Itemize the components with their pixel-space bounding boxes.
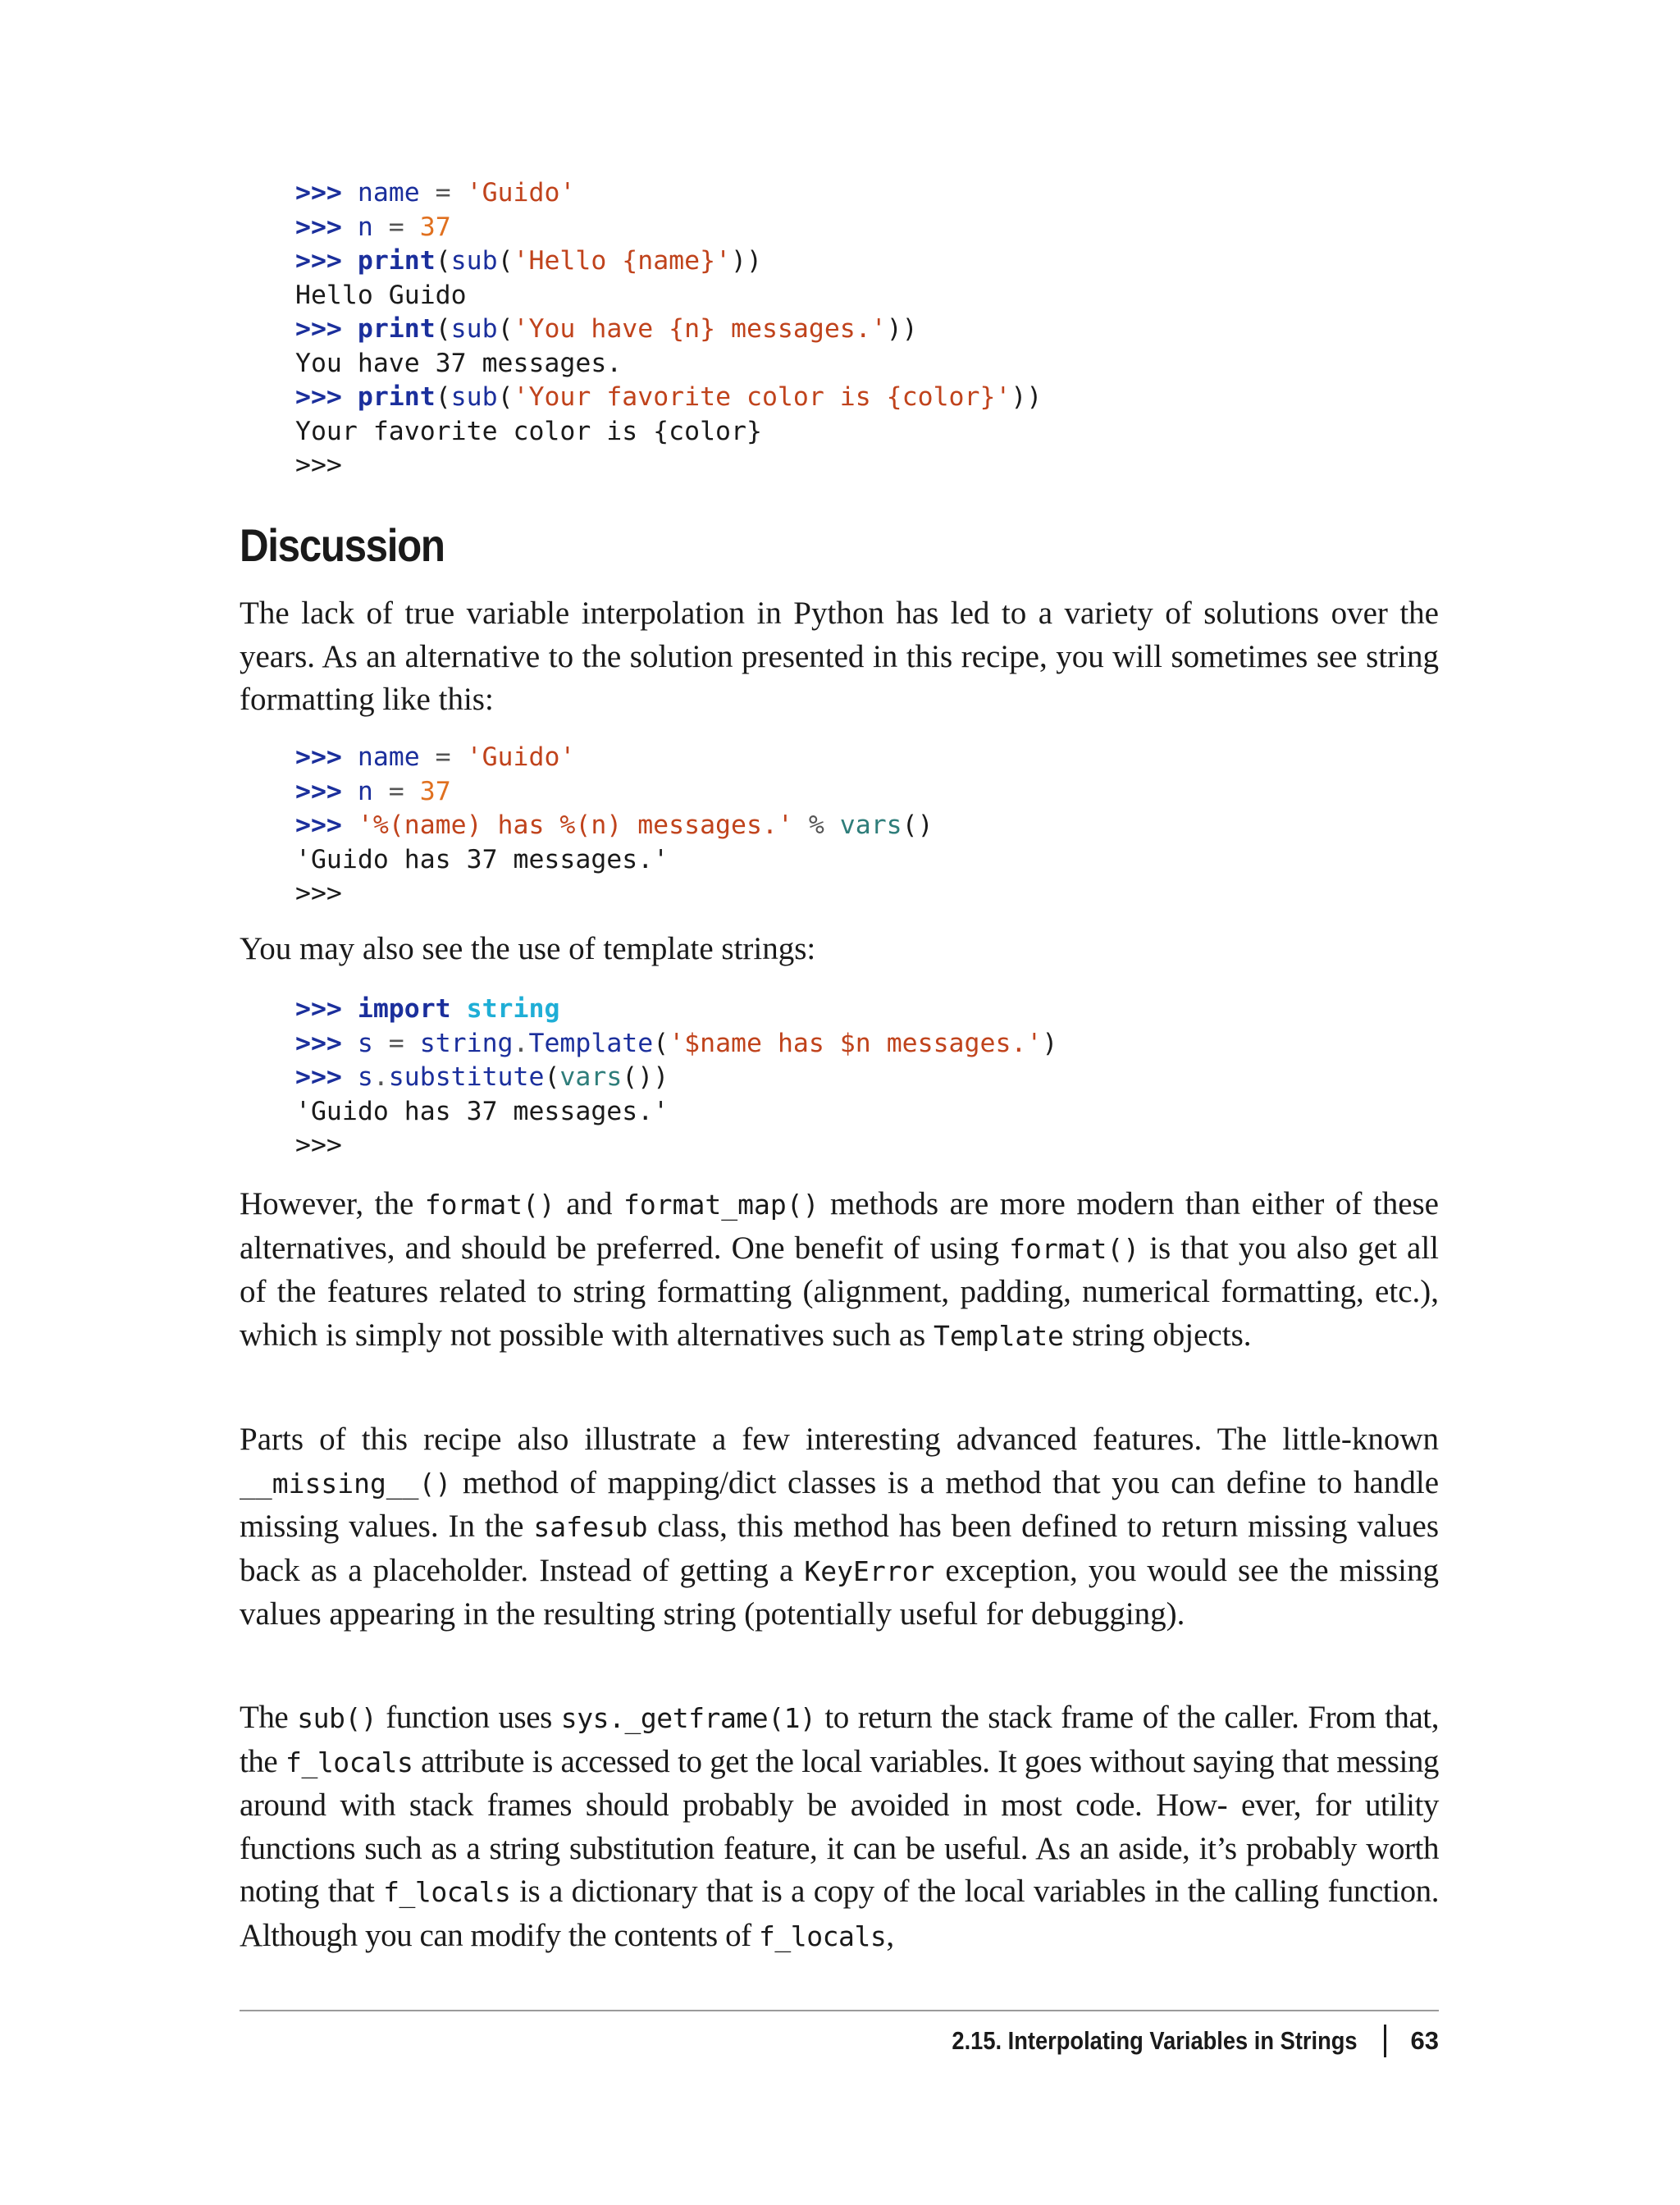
code-token: Your favorite color is {color} — [295, 416, 762, 446]
code-token: >>> — [295, 879, 342, 908]
inline-code: safesub — [533, 1511, 648, 1543]
code-token: Template — [528, 1028, 654, 1058]
code-token: 37 — [419, 212, 451, 242]
code-token: 'You have {n} messages.' — [513, 314, 887, 344]
code-token: ( — [497, 382, 514, 412]
section-heading: Discussion — [240, 519, 445, 571]
code-token: >>> — [295, 1028, 358, 1058]
code-token: sub — [450, 314, 498, 344]
paragraph-template-strings: You may also see the use of template strings: — [240, 931, 816, 966]
running-footer — [897, 2021, 1439, 2061]
code-token: vars — [559, 1062, 623, 1092]
paragraph-missing-method: Parts of this recipe also illustrate a few interesting advanced features. The little-known __missing__() method of mapping/dict classes is a method that you can define to handle missing values. In the safesub class, this method has been defined to return missing values back as a placeholder. Instead of getting a KeyError exception, you would see the missing values appearing in the resulting string (potentially useful for debugging). — [240, 1422, 1439, 1632]
code-line — [295, 176, 1042, 211]
code-token: >>> — [295, 246, 358, 276]
code-token: ) — [1042, 1028, 1058, 1058]
code-token: ( — [435, 382, 451, 412]
code-token: ( — [544, 1062, 560, 1092]
code-token: () — [902, 810, 934, 840]
code-line — [295, 211, 1042, 245]
footer-separator — [1384, 2025, 1386, 2057]
code-token: )) — [731, 246, 762, 276]
code-line — [295, 381, 1042, 415]
code-block-template-strings — [295, 993, 1057, 1163]
code-token: % — [792, 810, 840, 840]
inline-code: sys._getframe(1) — [560, 1702, 816, 1734]
inline-code: __missing__() — [240, 1467, 452, 1500]
code-token: ( — [497, 246, 514, 276]
inline-code: format_map() — [623, 1189, 819, 1221]
inline-code: sub() — [297, 1702, 377, 1734]
code-block-interactive-sub — [295, 176, 1042, 483]
code-line — [295, 279, 1042, 313]
code-token: import — [357, 994, 451, 1024]
code-token: )) — [1011, 382, 1043, 412]
code-line — [295, 809, 934, 843]
code-token: >>> — [295, 1062, 358, 1092]
code-token: . — [513, 1028, 529, 1058]
code-token: = — [419, 742, 467, 772]
inline-code: Template — [933, 1319, 1064, 1352]
code-token: '$name has $n messages.' — [669, 1028, 1043, 1058]
code-token: ( — [653, 1028, 669, 1058]
code-token: ()) — [622, 1062, 669, 1092]
code-token: 'Guido' — [466, 178, 576, 208]
code-token: n — [357, 776, 373, 806]
code-token: s — [357, 1062, 373, 1092]
code-token: n — [357, 212, 373, 242]
code-token: name — [357, 178, 420, 208]
code-token: ( — [435, 314, 451, 344]
code-line — [295, 244, 1042, 279]
code-line — [295, 741, 934, 775]
paragraph-stack-frames: The sub() function uses sys._getframe(1) to return the stack frame of the caller. From that, the f_locals attribute is accessed to get the local variables. It goes without saying that messing around with stack frames should probably be avoided in most code. How‐ ever, for utility functions such as a string substitution feature, it can be useful. As an aside, it’s probably worth noting that f_locals is a dictionary that is a copy of the local variables in the calling function. Although you can modify the contents of f_locals, — [240, 1700, 1439, 1953]
code-token: 37 — [419, 776, 451, 806]
code-token: string — [466, 994, 560, 1024]
paragraph-format-methods: However, the format() and format_map() methods are more modern than either of these alternatives, and should be preferred. One benefit of using format() is that you also get all of the features related to string formatting (alignment, padding, numerical formatting, etc.), which is simply not possible with alternatives such as Template string objects. — [240, 1186, 1439, 1353]
code-token: name — [357, 742, 420, 772]
code-block-percent-formatting — [295, 741, 934, 911]
code-line — [295, 449, 1042, 483]
code-token: = — [372, 776, 420, 806]
inline-code: format() — [424, 1189, 555, 1221]
code-token: >>> — [295, 742, 358, 772]
inline-code: KeyError — [804, 1554, 935, 1587]
code-token: sub — [450, 246, 498, 276]
inline-code: format() — [1009, 1232, 1140, 1265]
code-token: >>> — [295, 810, 358, 840]
code-token: >>> — [295, 314, 358, 344]
code-token: >>> — [295, 450, 342, 480]
code-token: vars — [839, 810, 902, 840]
code-token: >>> — [295, 212, 358, 242]
inline-code: f_locals — [285, 1746, 413, 1778]
code-token: ( — [497, 314, 514, 344]
code-token: = — [419, 178, 467, 208]
code-token: 'Guido' — [466, 742, 576, 772]
code-line — [295, 993, 1057, 1027]
footer-divider — [240, 2010, 1439, 2011]
code-token: >>> — [295, 776, 358, 806]
code-line — [295, 1129, 1057, 1163]
code-token: >>> — [295, 382, 358, 412]
code-line — [295, 843, 934, 878]
code-line — [295, 877, 934, 911]
paragraph-interpolation-intro: The lack of true variable interpolation in Python has led to a variety of solutions over the years. As an alternative to the solution presented in this recipe, you will sometimes see string formatting like this: — [240, 596, 1439, 717]
inline-code: f_locals — [758, 1920, 887, 1952]
code-token: )) — [886, 314, 918, 344]
code-token: 'Guido has 37 messages.' — [295, 1096, 669, 1126]
code-token: You have 37 messages. — [295, 348, 623, 378]
code-token: ( — [435, 246, 451, 276]
code-token: '%(name) has %(n) messages.' — [357, 810, 793, 840]
code-line — [295, 1061, 1057, 1095]
code-line — [295, 313, 1042, 347]
code-token: sub — [450, 382, 498, 412]
code-token: = — [372, 1028, 420, 1058]
code-line — [295, 347, 1042, 381]
code-line — [295, 1027, 1057, 1061]
footer-section-title: 2.15. Interpolating Variables in Strings — [952, 2026, 1358, 2055]
code-token: print — [357, 314, 436, 344]
code-token: 'Your favorite color is {color}' — [513, 382, 1011, 412]
page-number: 63 — [1410, 2026, 1439, 2055]
code-line — [295, 775, 934, 810]
code-token: s — [357, 1028, 373, 1058]
code-token: >>> — [295, 994, 358, 1024]
code-token: = — [372, 212, 420, 242]
code-token: 'Hello {name}' — [513, 246, 732, 276]
code-token: substitute — [388, 1062, 545, 1092]
code-line — [295, 1095, 1057, 1130]
code-token: >>> — [295, 1130, 342, 1160]
code-line — [295, 415, 1042, 450]
code-token: string — [419, 1028, 514, 1058]
code-token: print — [357, 246, 436, 276]
code-token: 'Guido has 37 messages.' — [295, 844, 669, 874]
code-token: print — [357, 382, 436, 412]
code-token — [451, 994, 467, 1024]
code-token: >>> — [295, 178, 358, 208]
code-token: Hello Guido — [295, 280, 467, 310]
code-token: . — [372, 1062, 389, 1092]
inline-code: f_locals — [383, 1876, 511, 1908]
